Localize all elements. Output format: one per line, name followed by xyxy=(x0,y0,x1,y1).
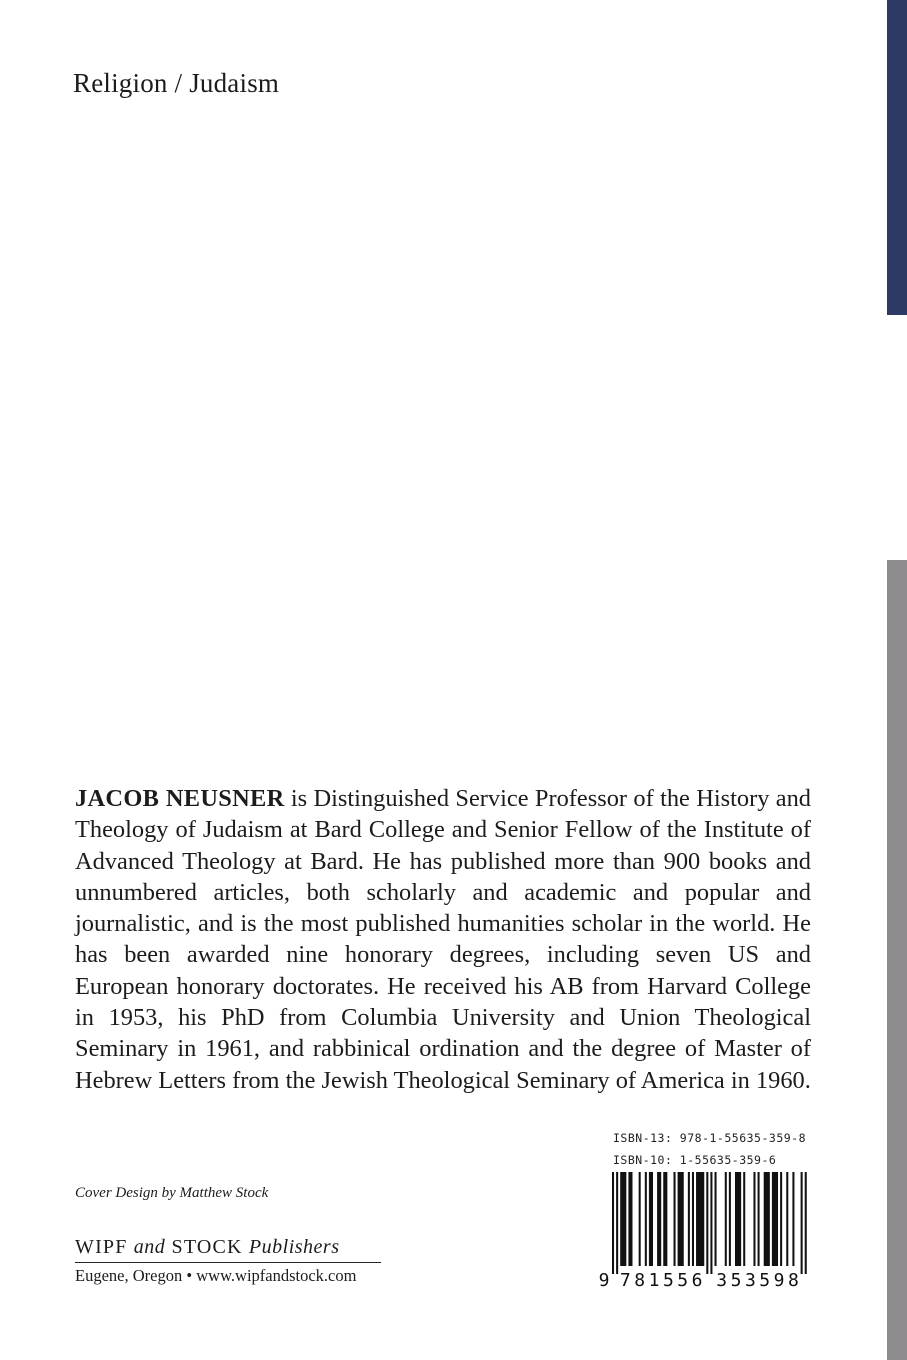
publisher-name: WIPF and STOCK Publishers xyxy=(75,1236,340,1258)
barcode-bar xyxy=(805,1172,807,1274)
publisher-rule xyxy=(75,1262,381,1263)
barcode-bar xyxy=(729,1172,731,1266)
barcode-bar xyxy=(706,1172,708,1274)
barcode-bar xyxy=(715,1172,717,1266)
category-label: Religion / Judaism xyxy=(73,68,280,98)
barcode-bar xyxy=(801,1172,803,1274)
barcode-bar xyxy=(620,1172,626,1266)
barcode-bar xyxy=(710,1172,712,1274)
barcode-bar xyxy=(657,1172,661,1266)
barcode-bar xyxy=(725,1172,727,1266)
barcode-bar xyxy=(735,1172,741,1266)
barcode-digit: 5 xyxy=(677,1270,689,1290)
barcode-bar xyxy=(696,1172,704,1266)
cover-design-credit: Cover Design by Matthew Stock xyxy=(75,1185,269,1201)
barcode-bar xyxy=(786,1172,788,1266)
barcode-bar xyxy=(663,1172,667,1266)
publisher-location: Eugene, Oregon • www.wipfandstock.com xyxy=(75,1266,357,1285)
author-bio-text: is Distinguished Service Professor of the History and Theology of Judaism at Bard College and Senior Fellow of the Institute of Advanced Theology at Bard. He has published more than 900 books and unnumbered articles, both scholarly and academic and popular and journalistic, and is the most published humanities scholar in the world. He has been awarded nine honorary degrees, including seven US and European honorary doctorates. He received his AB from Harvard College in 1953, his PhD from Columbia University and Union Theological Seminary in 1961, and rabbinical ordination and the degree of Master of Hebrew Letters from the Jewish Theological Seminary of America in 1960. xyxy=(75,785,811,1094)
barcode-bar xyxy=(628,1172,632,1266)
barcode-bar xyxy=(772,1172,778,1266)
barcode-digit: 5 xyxy=(759,1270,771,1290)
barcode-digit: 1 xyxy=(648,1270,660,1290)
barcode-digit: 9 xyxy=(773,1270,785,1290)
spine-band-gray xyxy=(887,560,907,1360)
barcode-digit: 3 xyxy=(716,1270,728,1290)
barcode-digit: 5 xyxy=(662,1270,674,1290)
barcode-bar xyxy=(764,1172,770,1266)
barcode-bar xyxy=(758,1172,760,1266)
author-name: JACOB NEUSNER xyxy=(75,785,285,812)
barcode-digit: 8 xyxy=(634,1270,646,1290)
barcode-bar xyxy=(645,1172,647,1266)
barcode-digit: 3 xyxy=(744,1270,756,1290)
barcode-digit: 6 xyxy=(691,1270,703,1290)
barcode-bar xyxy=(612,1172,614,1274)
ean13-barcode xyxy=(598,1172,812,1290)
barcode-bar xyxy=(639,1172,641,1266)
barcode-bar xyxy=(692,1172,694,1266)
spine-band-navy xyxy=(887,0,907,315)
barcode-digit: 8 xyxy=(787,1270,799,1290)
barcode-digit: 9 xyxy=(598,1270,610,1290)
author-bio xyxy=(75,783,811,1096)
barcode-bar xyxy=(688,1172,690,1266)
barcode-bar xyxy=(780,1172,782,1266)
barcode-digit: 7 xyxy=(619,1270,631,1290)
barcode-bars xyxy=(612,1172,807,1274)
barcode-block xyxy=(598,1127,812,1290)
barcode-bar xyxy=(649,1172,653,1266)
barcode-bar xyxy=(674,1172,676,1266)
barcode-digits xyxy=(599,1270,799,1290)
barcode-bar xyxy=(792,1172,794,1266)
barcode-bar xyxy=(616,1172,618,1274)
isbn-13: ISBN-13: 978-1-55635-359-8 xyxy=(613,1131,807,1145)
barcode-bar xyxy=(753,1172,755,1266)
barcode-digit: 5 xyxy=(730,1270,742,1290)
isbn-10: ISBN-10: 1-55635-359-6 xyxy=(613,1153,777,1167)
barcode-bar xyxy=(678,1172,684,1266)
publisher-block xyxy=(75,1233,381,1286)
barcode-bar xyxy=(743,1172,745,1266)
